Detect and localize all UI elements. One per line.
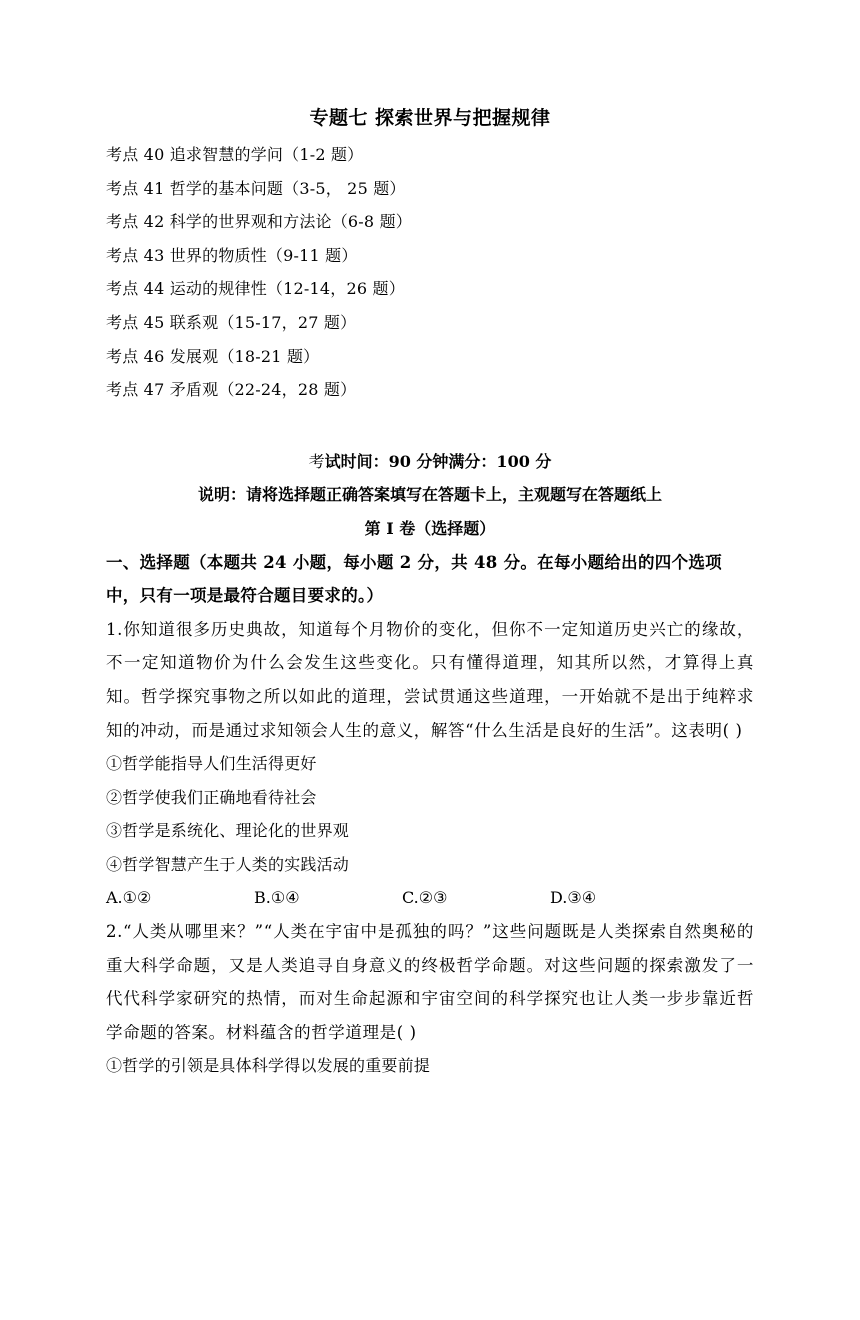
exam-info xyxy=(106,445,754,479)
exam-info-prefix: 考 xyxy=(308,451,325,471)
exam-info-text: 试时间：90 分钟满分：100 分 xyxy=(324,451,552,471)
topic-list xyxy=(106,138,754,407)
spacer xyxy=(106,407,754,445)
question-2-stem: 2.“人类从哪里来？”“人类在宇宙中是孤独的吗？”这些问题既是人类探索自然奥秘的重大科学命题，又是人类追寻自身意义的终极哲学命题。对这些问题的探索激发了一代代科学家研究的热情，而对生命起源和宇宙空间的科学探究也让人类一步步靠近哲学命题的答案。材料蕴含的哲学道理是( ) xyxy=(106,922,754,1042)
option-b: B.①④ xyxy=(254,888,300,908)
topic-item: 考点 43 世界的物质性（9-11 题） xyxy=(106,245,358,265)
question-1-stem: 1.你知道很多历史典故，知道每个月物价的变化，但你不一定知道历史兴亡的缘故，不一定知道物价为什么会发生这些变化。只有懂得道理，知其所以然，才算得上真知。哲学探究事物之所以如此的道理，尝试贯通这些道理，一开始就不是出于纯粹求知的冲动，而是通过求知领会人生的意义，解答“什么生活是良好的生活”。这表明( ) xyxy=(106,619,754,740)
exam-note: 说明：请将选择题正确答案填写在答题卡上，主观题写在答题纸上 xyxy=(197,485,662,505)
document-title: 专题七 探索世界与把握规律 xyxy=(309,107,551,129)
topic-item: 考点 44 运动的规律性（12-14，26 题） xyxy=(106,279,405,299)
question-1-item: ④哲学智慧产生于人类的实践活动 xyxy=(106,854,350,874)
question-1-options xyxy=(106,881,754,915)
question-1-item: ③哲学是系统化、理论化的世界观 xyxy=(106,821,350,841)
volume-title: 第 I 卷（选择题） xyxy=(364,518,496,538)
topic-item: 考点 40 追求智慧的学问（1-2 题） xyxy=(106,145,364,164)
document-page xyxy=(0,104,860,1320)
question-1-item: ①哲学能指导人们生活得更好 xyxy=(106,754,317,774)
option-a: A.①② xyxy=(106,888,152,908)
topic-item: 考点 47 矛盾观（22-24，28 题） xyxy=(106,380,357,400)
question-2-item: ①哲学的引领是具体科学得以发展的重要前提 xyxy=(106,1056,431,1076)
topic-item: 考点 46 发展观（18-21 题） xyxy=(106,346,320,366)
option-d: D.③④ xyxy=(550,888,597,908)
topic-item: 考点 41 哲学的基本问题（3-5， 25 题） xyxy=(106,178,406,198)
option-c: C.②③ xyxy=(402,888,448,908)
topic-item: 考点 42 科学的世界观和方法论（6-8 题） xyxy=(106,212,412,232)
topic-item: 考点 45 联系观（15-17，27 题） xyxy=(106,312,357,332)
question-1-item: ②哲学使我们正确地看待社会 xyxy=(106,787,317,807)
section-heading: 一、选择题（本题共 24 小题，每小题 2 分，共 48 分。在每小题给出的四个选项中，只有一项是最符合题目要求的。） xyxy=(106,552,722,606)
